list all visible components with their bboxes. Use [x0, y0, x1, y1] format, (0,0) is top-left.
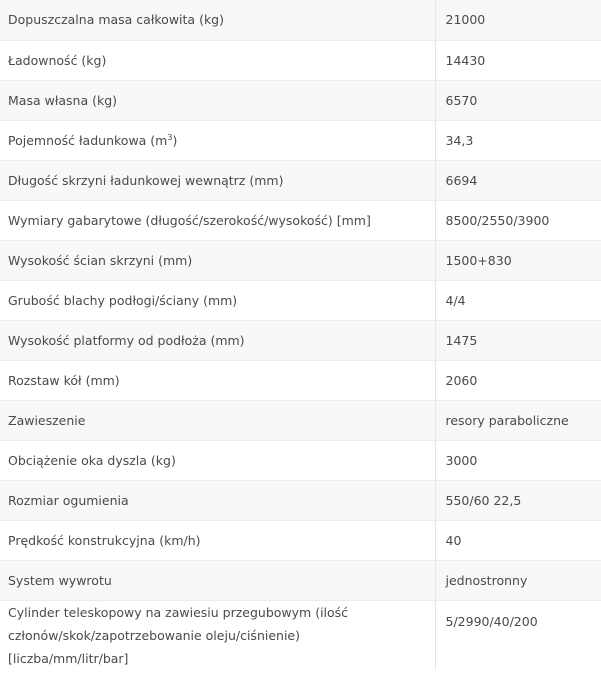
- spec-label: Rozstaw kół (mm): [0, 360, 435, 400]
- spec-value: 5/2990/40/200: [435, 600, 601, 670]
- spec-value: resory paraboliczne: [435, 400, 601, 440]
- spec-label: Ładowność (kg): [0, 40, 435, 80]
- spec-row-telescopic-cylinder: [0, 600, 601, 670]
- spec-row-drawbar-load: [0, 440, 601, 480]
- spec-row-sheet-thickness: [0, 280, 601, 320]
- spec-label: Cylinder teleskopowy na zawiesiu przegubowym (ilość członów/skok/zapotrzebowanie oleju/ciśnienie) [liczba/mm/litr/bar]: [0, 600, 435, 670]
- spec-value: 4/4: [435, 280, 601, 320]
- spec-row-wheel-track: [0, 360, 601, 400]
- spec-label-text: Pojemność ładunkowa (m: [8, 132, 168, 148]
- spec-value: 21000: [435, 0, 601, 40]
- spec-row-suspension: [0, 400, 601, 440]
- spec-value: 550/60 22,5: [435, 480, 601, 520]
- spec-label-superscript: 3: [167, 132, 173, 142]
- spec-label: Prędkość konstrukcyjna (km/h): [0, 520, 435, 560]
- spec-label: Dopuszczalna masa całkowita (kg): [0, 0, 435, 40]
- spec-value: 3000: [435, 440, 601, 480]
- spec-row-load-capacity: [0, 120, 601, 160]
- spec-label: Zawieszenie: [0, 400, 435, 440]
- spec-row-box-length: [0, 160, 601, 200]
- spec-row-tire-size: [0, 480, 601, 520]
- spec-row-design-speed: [0, 520, 601, 560]
- spec-value: 40: [435, 520, 601, 560]
- spec-row-dimensions: [0, 200, 601, 240]
- spec-value: 8500/2550/3900: [435, 200, 601, 240]
- spec-row-payload: [0, 40, 601, 80]
- spec-label: Obciążenie oka dyszla (kg): [0, 440, 435, 480]
- spec-label: Wysokość ścian skrzyni (mm): [0, 240, 435, 280]
- spec-label: Wymiary gabarytowe (długość/szerokość/wysokość) [mm]: [0, 200, 435, 240]
- spec-value: 34,3: [435, 120, 601, 160]
- spec-label: System wywrotu: [0, 560, 435, 600]
- spec-label: Grubość blachy podłogi/ściany (mm): [0, 280, 435, 320]
- spec-value: 6570: [435, 80, 601, 120]
- spec-row-wall-height: [0, 240, 601, 280]
- spec-row-tare-weight: [0, 80, 601, 120]
- spec-value: 2060: [435, 360, 601, 400]
- spec-row-gross-weight: [0, 0, 601, 40]
- spec-label: Długość skrzyni ładunkowej wewnątrz (mm): [0, 160, 435, 200]
- spec-label: Rozmiar ogumienia: [0, 480, 435, 520]
- spec-label: Masa własna (kg): [0, 80, 435, 120]
- spec-label-closing: ): [172, 132, 178, 148]
- spec-row-platform-height: [0, 320, 601, 360]
- spec-value: 14430: [435, 40, 601, 80]
- spec-row-tipping-system: [0, 560, 601, 600]
- spec-value: jednostronny: [435, 560, 601, 600]
- spec-value: 6694: [435, 160, 601, 200]
- spec-value: 1475: [435, 320, 601, 360]
- spec-label: [0, 120, 435, 160]
- spec-value: 1500+830: [435, 240, 601, 280]
- spec-label: Wysokość platformy od podłoża (mm): [0, 320, 435, 360]
